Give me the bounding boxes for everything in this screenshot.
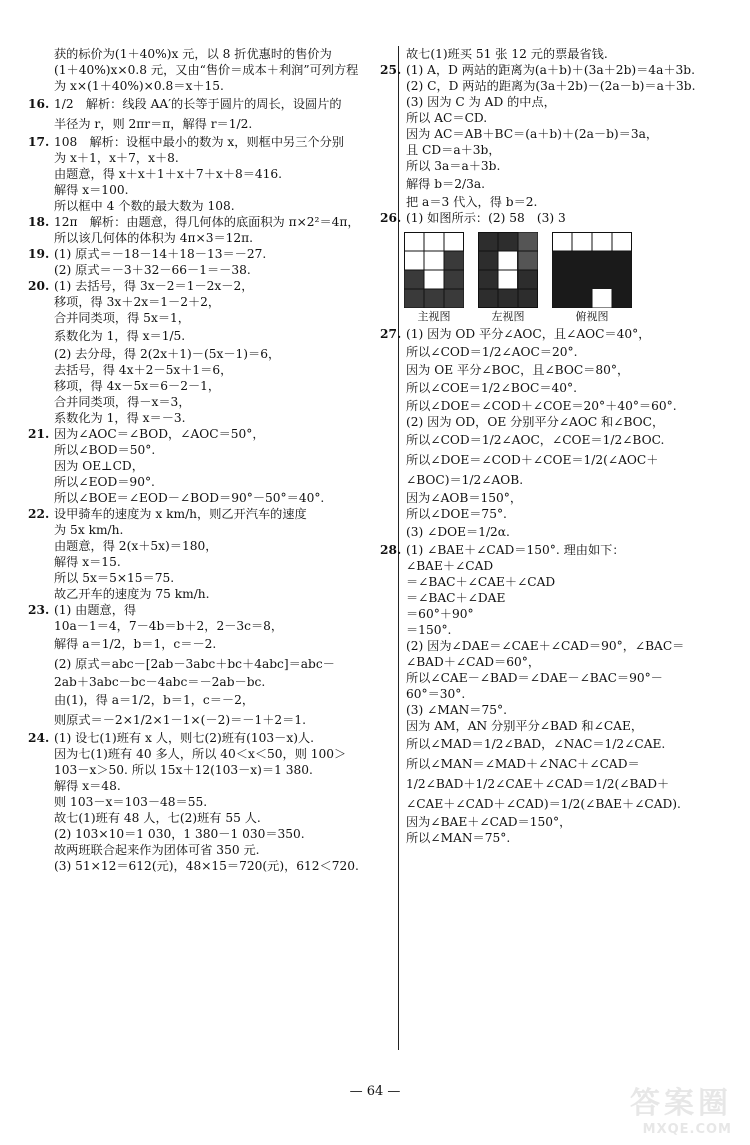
three-views-figure (404, 232, 712, 324)
text-line (28, 114, 366, 134)
line-text: 所以该几何体的体积为 4π×3＝12π. (54, 231, 254, 245)
text-line (380, 142, 712, 158)
text-line (380, 194, 712, 210)
front-view (404, 232, 464, 324)
text-line (28, 634, 366, 654)
text-line (28, 166, 366, 182)
text-line (28, 362, 366, 378)
line-text: 103－x＞50. 所以 15x＋12(103－x)＝1 380. (54, 763, 313, 777)
text-line (28, 458, 366, 474)
text-line (28, 538, 366, 554)
text-line (380, 654, 712, 670)
text-line (380, 718, 712, 734)
text-line (380, 794, 712, 814)
question-number: 27. (380, 327, 402, 341)
text-line (380, 46, 712, 62)
text-line (380, 450, 712, 470)
text-line (380, 522, 712, 542)
line-text: (1) 原式＝－18－14＋18－13＝－27. (54, 247, 267, 261)
text-line (380, 398, 712, 414)
text-line (28, 810, 366, 826)
line-text: 故两班联合起来作为团体可省 350 元. (54, 843, 260, 857)
answer-item-start (28, 602, 366, 618)
text-line (380, 830, 712, 846)
line-text: 为 x×(1＋40%)×0.8＝x＋15. (54, 79, 224, 93)
text-line (380, 774, 712, 794)
line-text: ＝∠BAC＋∠CAE＋∠CAD (406, 575, 556, 589)
line-text: 移项，得 4x－5x＝6－2－1， (54, 379, 221, 393)
line-text: 所以∠CAE－∠BAD＝∠DAE－∠BAC＝90°－ (406, 671, 663, 685)
line-text: 为 5x km/h. (54, 523, 124, 537)
line-text: 因为 AC＝AB＋BC＝(a＋b)＋(2a－b)＝3a， (406, 127, 659, 141)
text-line (380, 814, 712, 830)
text-line (380, 606, 712, 622)
line-text: 所以∠COE＝1/2∠BOC＝40°. (406, 381, 577, 395)
answers-25-26 (380, 46, 712, 226)
line-text: 108 解析：设框中最小的数为 x，则框中另三个分别 (54, 135, 344, 149)
line-text: 由(1)，得 a＝1/2，b＝1，c＝－2， (54, 693, 255, 707)
line-text: 所以∠BOD＝50°. (54, 443, 156, 457)
answer-item-start (380, 542, 712, 558)
text-line (28, 762, 366, 778)
left-view-drawing (478, 232, 538, 308)
top-view (552, 232, 632, 324)
line-text: 所以∠COD＝1/2∠AOC＝20°. (406, 345, 578, 359)
text-line (380, 622, 712, 638)
line-text: 所以∠MAN＝∠MAD＋∠NAC＋∠CAD＝ (406, 757, 640, 771)
line-text: (2) 103×10＝1 030，1 380－1 030＝350. (54, 827, 305, 841)
line-text: ＝∠BAC＋∠DAE (406, 591, 506, 605)
line-text: 去括号，得 4x＋2－5x＋1＝6， (54, 363, 233, 377)
line-text: (1) A，D 两站的距离为(a＋b)＋(3a＋2b)＝4a＋3b. (406, 63, 695, 77)
question-number: 25. (380, 63, 402, 77)
page-number: — 64 — (349, 1084, 401, 1099)
text-line (28, 394, 366, 410)
top-view-caption: 俯视图 (575, 310, 609, 323)
line-text: 移项，得 3x＋2x＝1－2＋2， (54, 295, 221, 309)
line-text: 所以∠MAN＝75°. (406, 831, 511, 845)
line-text: (1) 由题意，得 (54, 603, 137, 617)
text-line (28, 654, 366, 674)
line-text: 把 a＝3 代入，得 b＝2. (406, 195, 538, 209)
front-view-caption: 主视图 (417, 310, 451, 323)
text-line (28, 858, 366, 874)
question-number: 24. (28, 731, 50, 745)
line-text: 10a－1＝4，7－4b＝b＋2，2－3c＝8， (54, 619, 284, 633)
line-text: (2) 因为 OD，OE 分别平分∠AOC 和∠BOC， (406, 415, 665, 429)
line-text: (3) ∠DOE＝1/2α. (406, 525, 510, 539)
line-text: 为 x＋1，x＋7，x＋8. (54, 151, 179, 165)
line-text: ＝60°＋90° (406, 607, 474, 621)
line-text: 因为∠BAE＋∠CAD＝150°， (406, 815, 572, 829)
line-text: ∠CAE＋∠CAD＋∠CAD)＝1/2(∠BAE＋∠CAD). (406, 797, 681, 811)
text-line (380, 430, 712, 450)
text-line (28, 326, 366, 346)
line-text: 解得 x＝100. (54, 183, 129, 197)
text-line (28, 310, 366, 326)
line-text: ∠BOC)＝1/2∠AOB. (406, 473, 524, 487)
line-text: 且 CD＝a＋3b， (406, 143, 501, 157)
text-line (28, 294, 366, 310)
line-text: (3) 因为 C 为 AD 的中点， (406, 95, 556, 109)
line-text: 所以∠BOE＝∠EOD－∠BOD＝90°－50°＝40°. (54, 491, 325, 505)
text-line (380, 734, 712, 754)
question-number: 20. (28, 279, 50, 293)
text-line (380, 174, 712, 194)
text-line (28, 674, 366, 690)
text-line (28, 522, 366, 538)
text-line (28, 62, 366, 78)
line-text: 所以框中 4 个数的最大数为 108. (54, 199, 235, 213)
line-text: 60°＝30°. (406, 687, 466, 701)
answer-item-start (380, 210, 712, 226)
line-text: 12π 解析：由题意，得几何体的底面积为 π×2²＝4π， (54, 215, 360, 229)
line-text: (1) ∠BAE＋∠CAD＝150°. 理由如下： (406, 543, 625, 557)
answer-item-start (28, 246, 366, 262)
text-line (380, 686, 712, 702)
text-line (380, 574, 712, 590)
question-number: 22. (28, 507, 50, 521)
text-line (28, 554, 366, 570)
line-text: 所以∠COD＝1/2∠AOC，∠COE＝1/2∠BOC. (406, 433, 665, 447)
text-line (380, 414, 712, 430)
text-line (380, 342, 712, 362)
line-text: 所以 3a＝a＋3b. (406, 159, 501, 173)
left-column (28, 46, 366, 874)
watermark-text: 答案圈 (630, 1086, 732, 1121)
line-text: (1＋40%)x×0.8 元，又由“售价＝成本＋利润”可列方程 (54, 63, 359, 77)
text-line (28, 794, 366, 810)
line-text: 解得 x＝48. (54, 779, 121, 793)
line-text: 则原式＝－2×1/2×1－1×(－2)＝－1＋2＝1. (54, 713, 306, 727)
text-line (380, 94, 712, 110)
line-text: 设甲骑车的速度为 x km/h，则乙开汽车的速度 (54, 507, 307, 521)
line-text: 系数化为 1，得 x＝－3. (54, 411, 186, 425)
text-line (380, 590, 712, 606)
text-line (380, 362, 712, 378)
watermark-logo (630, 1078, 732, 1137)
line-text: 故七(1)班有 48 人，七(2)班有 55 人. (54, 811, 261, 825)
answer-item-start (28, 730, 366, 746)
text-line (28, 78, 366, 94)
watermark-url: MXQE.COM (642, 1122, 732, 1137)
answers-27-28 (380, 326, 712, 846)
line-text: (1) 去括号，得 3x－2＝1－2x－2， (54, 279, 254, 293)
line-text: (3) ∠MAN＝75°. (406, 703, 507, 717)
text-line (380, 470, 712, 490)
text-line (28, 346, 366, 362)
text-line (28, 778, 366, 794)
line-text: 所以∠EOD＝90°. (54, 475, 155, 489)
line-text: (2) 去分母，得 2(2x＋1)－(5x－1)＝6， (54, 347, 281, 361)
line-text: 因为 OE 平分∠BOC，且∠BOC＝80°， (406, 363, 630, 377)
text-line (28, 150, 366, 166)
top-view-drawing (552, 232, 632, 308)
question-number: 21. (28, 427, 50, 441)
answer-item-start (28, 278, 366, 294)
text-line (380, 158, 712, 174)
text-line (28, 46, 366, 62)
text-line (380, 558, 712, 574)
text-line (28, 826, 366, 842)
line-text: 由题意，得 x＋x＋1＋x＋7＋x＋8＝416. (54, 167, 283, 181)
answer-item-start (28, 134, 366, 150)
line-text: 系数化为 1，得 x＝1/5. (54, 329, 186, 343)
right-column (380, 46, 712, 846)
text-line (380, 638, 712, 654)
line-text: 解得 b＝2/3a. (406, 177, 485, 191)
text-line (28, 570, 366, 586)
line-text: 则 103－x＝103－48＝55. (54, 795, 208, 809)
question-number: 23. (28, 603, 50, 617)
line-text: 1/2 解析：线段 AA′的长等于圆片的周长，设圆片的 (54, 97, 342, 111)
answer-item-start (380, 326, 712, 342)
text-line (380, 506, 712, 522)
line-text: 由题意，得 2(x＋5x)＝180， (54, 539, 218, 553)
line-text: 2ab＋3abc－bc－4abc＝－2ab－bc. (54, 675, 266, 689)
line-text: 所以∠DOE＝∠COD＋∠COE＝20°＋40°＝60°. (406, 399, 677, 413)
line-text: 因为 AM，AN 分别平分∠BAD 和∠CAE， (406, 719, 644, 733)
text-line (28, 410, 366, 426)
question-number: 26. (380, 211, 402, 225)
text-line (28, 586, 366, 602)
text-line (28, 230, 366, 246)
text-line (28, 490, 366, 506)
line-text: (2) 因为∠DAE＝∠CAE＋∠CAD＝90°，∠BAC＝ (406, 639, 685, 653)
line-text: 所以 5x＝5×15＝75. (54, 571, 175, 585)
line-text: 所以∠DOE＝∠COD＋∠COE＝1/2(∠AOC＋ (406, 453, 659, 467)
answer-item-start (28, 426, 366, 442)
line-text: ∠BAE＋∠CAD (406, 559, 494, 573)
question-number: 19. (28, 247, 50, 261)
line-text: 所以 AC＝CD. (406, 111, 488, 125)
line-text: (1) 如图所示：(2) 58 (3) 3 (406, 211, 566, 225)
text-line (380, 490, 712, 506)
text-line (380, 754, 712, 774)
text-line (28, 690, 366, 710)
text-line (28, 746, 366, 762)
front-view-drawing (404, 232, 464, 308)
line-text: (1) 因为 OD 平分∠AOC，且∠AOC＝40°， (406, 327, 651, 341)
line-text: (1) 设七(1)班有 x 人，则七(2)班有(103－x)人. (54, 731, 315, 745)
text-line (380, 110, 712, 126)
text-line (28, 842, 366, 858)
line-text: 因为七(1)班有 40 多人，所以 40＜x＜50，则 100＞ (54, 747, 347, 761)
text-line (28, 378, 366, 394)
line-text: 所以∠DOE＝75°. (406, 507, 507, 521)
question-number: 16. (28, 97, 50, 111)
line-text: 因为∠AOC＝∠BOD，∠AOC＝50°， (54, 427, 265, 441)
text-line (380, 378, 712, 398)
text-line (380, 702, 712, 718)
line-text: 合并同类项，得 5x＝1， (54, 311, 190, 325)
line-text: (3) 51×12＝612(元)，48×15＝720(元)，612＜720. (54, 859, 359, 873)
line-text: 半径为 r，则 2πr＝π，解得 r＝1/2. (54, 117, 253, 131)
line-text: 获的标价为(1＋40%)x 元，以 8 折优惠时的售价为 (54, 47, 332, 61)
left-view (478, 232, 538, 324)
text-line (28, 182, 366, 198)
answer-item-start (28, 94, 366, 114)
line-text: 因为∠AOB＝150°， (406, 491, 523, 505)
line-text: 解得 x＝15. (54, 555, 121, 569)
text-line (28, 198, 366, 214)
line-text: 1/2∠BAD＋1/2∠CAE＋∠CAD＝1/2(∠BAD＋ (406, 777, 670, 791)
line-text: 因为 OE⊥CD， (54, 459, 144, 473)
line-text: 故七(1)班买 51 张 12 元的票最省钱. (406, 47, 608, 61)
text-line (28, 262, 366, 278)
text-line (28, 618, 366, 634)
question-number: 17. (28, 135, 50, 149)
line-text: ＝150°. (406, 623, 452, 637)
line-text: 故乙开车的速度为 75 km/h. (54, 587, 210, 601)
question-number: 28. (380, 543, 402, 557)
answer-item-start (28, 214, 366, 230)
answer-item-start (28, 506, 366, 522)
text-line (28, 710, 366, 730)
answer-item-start (380, 62, 712, 78)
line-text: 合并同类项，得－x＝3， (54, 395, 191, 409)
text-line (380, 78, 712, 94)
text-line (28, 442, 366, 458)
line-text: (2) 原式＝abc－[2ab－3abc＋bc＋4abc]＝abc－ (54, 657, 335, 671)
left-view-caption: 左视图 (491, 310, 525, 323)
question-number: 18. (28, 215, 50, 229)
text-line (380, 670, 712, 686)
line-text: 所以∠MAD＝1/2∠BAD，∠NAC＝1/2∠CAE. (406, 737, 666, 751)
text-line (380, 126, 712, 142)
line-text: (2) C，D 两站的距离为(3a＋2b)－(2a－b)＝a＋3b. (406, 79, 696, 93)
text-line (28, 474, 366, 490)
line-text: 解得 a＝1/2，b＝1，c＝－2. (54, 637, 217, 651)
line-text: (2) 原式＝－3＋32－66－1＝－38. (54, 263, 251, 277)
line-text: ∠BAD＋∠CAD＝60°， (406, 655, 541, 669)
